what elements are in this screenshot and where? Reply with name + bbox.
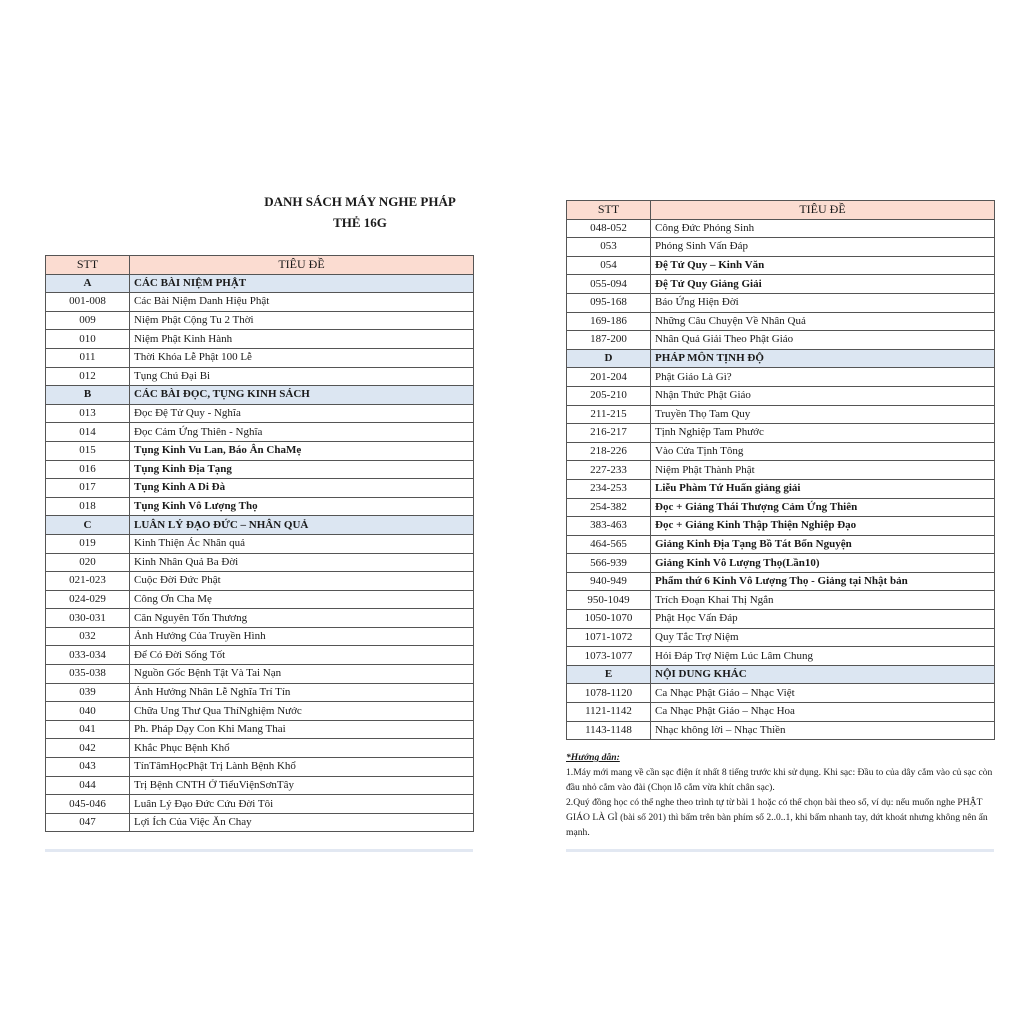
title-cell: Đọc + Giảng Thái Thượng Cảm Ứng Thiên	[651, 498, 995, 517]
title-cell: Giảng Kinh Địa Tạng Bồ Tát Bổn Nguyện	[651, 535, 995, 554]
table-row	[46, 776, 474, 795]
table-row	[567, 498, 995, 517]
stt-cell: 045-046	[46, 795, 130, 814]
title-cell: Những Câu Chuyện Về Nhân Quả	[651, 312, 995, 331]
table-shadow	[45, 849, 473, 852]
stt-cell: 201-204	[567, 368, 651, 387]
title-cell: Hỏi Đáp Trợ Niệm Lúc Lâm Chung	[651, 647, 995, 666]
guide-heading: *Hướng dẫn:	[566, 752, 620, 763]
stt-cell: 254-382	[567, 498, 651, 517]
table-row	[567, 405, 995, 424]
stt-cell: 032	[46, 627, 130, 646]
table-row	[567, 610, 995, 629]
table-row	[46, 404, 474, 423]
left-list-table	[45, 255, 474, 832]
title-cell: Để Có Đời Sống Tốt	[130, 646, 474, 665]
table-header-row	[567, 201, 995, 220]
stt-cell: C	[46, 516, 130, 535]
section-row	[567, 665, 995, 684]
stt-cell: 044	[46, 776, 130, 795]
stt-cell: 464-565	[567, 535, 651, 554]
title-cell: Kinh Thiện Ác Nhân quả	[130, 534, 474, 553]
title-cell: Thời Khóa Lễ Phật 100 Lễ	[130, 348, 474, 367]
guide-paragraph-2: 2.Quý đồng học có thể nghe theo trình tự từ bài 1 hoặc có thể chọn bài theo số, ví dụ: nếu muốn nghe PHẬT GIÁO LÀ GÌ (bài số 201) thì bấm trên bàn phím số 2..0..1, khi bấm nhanh tay, dứt khoát nhưng không nên ấn mạnh.	[566, 797, 988, 838]
stt-cell: 234-253	[567, 479, 651, 498]
stt-cell: 1078-1120	[567, 684, 651, 703]
title-cell: CÁC BÀI ĐỌC, TỤNG KINH SÁCH	[130, 386, 474, 405]
title-cell: Căn Nguyên Tổn Thương	[130, 609, 474, 628]
guide-paragraph-1: 1.Máy mới mang về cần sạc điện ít nhất 8 tiếng trước khi sử dụng. Khi sạc: Đầu to của dây cắm vào củ sạc còn đầu nhỏ cắm vào đài (Chọn lỗ cắm vừa khít chân sạc).	[566, 767, 993, 793]
title-cell: Khắc Phục Bệnh Khổ	[130, 739, 474, 758]
title-cell: Công Ơn Cha Mẹ	[130, 590, 474, 609]
stt-cell: 041	[46, 720, 130, 739]
stt-cell: 001-008	[46, 293, 130, 312]
title-cell: Tụng Kinh A Di Đà	[130, 479, 474, 498]
stt-cell: 1073-1077	[567, 647, 651, 666]
title-cell: Niệm Phật Kinh Hành	[130, 330, 474, 349]
stt-cell: 940-949	[567, 572, 651, 591]
stt-cell: 018	[46, 497, 130, 516]
title-cell: Ca Nhạc Phật Giáo – Nhạc Việt	[651, 684, 995, 703]
stt-cell: 054	[567, 256, 651, 275]
title-cell: Tụng Kinh Vô Lượng Thọ	[130, 497, 474, 516]
stt-cell: 020	[46, 553, 130, 572]
table-row	[46, 534, 474, 553]
stt-cell: 033-034	[46, 646, 130, 665]
table-row	[46, 665, 474, 684]
title-cell: Quy Tắc Trợ Niệm	[651, 628, 995, 647]
stt-cell: E	[567, 665, 651, 684]
title-cell: Vào Cửa Tịnh Tông	[651, 442, 995, 461]
table-shadow	[566, 849, 994, 852]
stt-cell: A	[46, 274, 130, 293]
table-row	[567, 238, 995, 257]
stt-cell: 055-094	[567, 275, 651, 294]
stt-cell: 013	[46, 404, 130, 423]
table-row	[567, 424, 995, 443]
stt-cell: 010	[46, 330, 130, 349]
table-row	[567, 368, 995, 387]
table-row	[46, 553, 474, 572]
stt-cell: 014	[46, 423, 130, 442]
table-row	[46, 367, 474, 386]
table-row	[567, 256, 995, 275]
table-row	[567, 628, 995, 647]
stt-cell: 047	[46, 813, 130, 832]
title-cell: Niệm Phật Cộng Tu 2 Thời	[130, 311, 474, 330]
table-row	[567, 684, 995, 703]
title-cell: Đệ Tử Quy – Kinh Văn	[651, 256, 995, 275]
table-row	[567, 647, 995, 666]
table-row	[567, 275, 995, 294]
stt-cell: 169-186	[567, 312, 651, 331]
table-row	[567, 721, 995, 740]
title-cell: Liễu Phàm Tứ Huấn giảng giải	[651, 479, 995, 498]
stt-cell: 205-210	[567, 386, 651, 405]
stt-cell: 1121-1142	[567, 703, 651, 722]
stt-header: STT	[567, 201, 651, 220]
table-row	[567, 535, 995, 554]
title-cell: CÁC BÀI NIỆM PHẬT	[130, 274, 474, 293]
table-row	[567, 219, 995, 238]
title-cell: Lợi Ích Của Việc Ăn Chay	[130, 813, 474, 832]
stt-cell: 1050-1070	[567, 610, 651, 629]
stt-cell: 030-031	[46, 609, 130, 628]
stt-cell: 035-038	[46, 665, 130, 684]
stt-cell: 024-029	[46, 590, 130, 609]
stt-cell: 227-233	[567, 461, 651, 480]
stt-cell: 216-217	[567, 424, 651, 443]
title-cell: Kinh Nhân Quả Ba Đời	[130, 553, 474, 572]
document-title: DANH SÁCH MÁY NGHE PHÁP	[264, 194, 456, 209]
stt-cell: 1071-1072	[567, 628, 651, 647]
title-cell: NỘI DUNG KHÁC	[651, 665, 995, 684]
section-row	[46, 516, 474, 535]
title-cell: Báo Ứng Hiện Đời	[651, 293, 995, 312]
table-row	[46, 479, 474, 498]
table-row	[567, 517, 995, 536]
stt-cell: 011	[46, 348, 130, 367]
stt-cell: 019	[46, 534, 130, 553]
stt-cell: 043	[46, 758, 130, 777]
table-row	[567, 293, 995, 312]
section-row	[46, 386, 474, 405]
document-subtitle: THẺ 16G	[333, 215, 387, 230]
title-cell: Luân Lý Đạo Đức Cứu Đời Tôi	[130, 795, 474, 814]
table-row	[46, 348, 474, 367]
title-cell: Đọc Cảm Ứng Thiên - Nghĩa	[130, 423, 474, 442]
title-cell: TínTâmHọcPhật Trị Lành Bệnh Khổ	[130, 758, 474, 777]
title-cell: Phóng Sinh Vấn Đáp	[651, 238, 995, 257]
stt-cell: 015	[46, 441, 130, 460]
table-header-row	[46, 256, 474, 275]
title-cell: Tịnh Nghiệp Tam Phước	[651, 424, 995, 443]
title-cell: Cuộc Đời Đức Phật	[130, 572, 474, 591]
table-row	[567, 703, 995, 722]
title-cell: Đệ Tử Quy Giảng Giải	[651, 275, 995, 294]
stt-cell: 566-939	[567, 554, 651, 573]
title-cell: Truyền Thọ Tam Quy	[651, 405, 995, 424]
title-cell: Phật Học Vấn Đáp	[651, 610, 995, 629]
title-cell: Nhân Quả Giải Theo Phật Giáo	[651, 331, 995, 350]
usage-guide	[566, 750, 996, 840]
title-cell: Nhạc không lời – Nhạc Thiền	[651, 721, 995, 740]
table-row	[46, 702, 474, 721]
title-cell: Các Bài Niệm Danh Hiệu Phật	[130, 293, 474, 312]
title-cell: Công Đức Phóng Sinh	[651, 219, 995, 238]
stt-cell: 218-226	[567, 442, 651, 461]
stt-cell: B	[46, 386, 130, 405]
table-row	[46, 311, 474, 330]
stt-cell: 053	[567, 238, 651, 257]
right-list-table	[566, 200, 995, 740]
section-row	[567, 349, 995, 368]
stt-cell: 383-463	[567, 517, 651, 536]
stt-cell: 187-200	[567, 331, 651, 350]
title-cell: Phật Giáo Là Gì?	[651, 368, 995, 387]
title-cell: Nhận Thức Phật Giáo	[651, 386, 995, 405]
table-row	[46, 795, 474, 814]
table-row	[46, 646, 474, 665]
title-cell: Nguồn Gốc Bệnh Tật Và Tai Nạn	[130, 665, 474, 684]
table-row	[46, 739, 474, 758]
table-row	[46, 441, 474, 460]
stt-cell: 017	[46, 479, 130, 498]
title-cell: Ảnh Hưởng Của Truyền Hình	[130, 627, 474, 646]
section-row	[46, 274, 474, 293]
table-row	[567, 554, 995, 573]
table-row	[46, 293, 474, 312]
table-row	[46, 813, 474, 832]
table-row	[567, 386, 995, 405]
stt-cell: D	[567, 349, 651, 368]
table-row	[567, 331, 995, 350]
stt-cell: 042	[46, 739, 130, 758]
stt-header: STT	[46, 256, 130, 275]
title-cell: Đọc + Giảng Kinh Thập Thiện Nghiệp Đạo	[651, 517, 995, 536]
title-cell: Ph. Pháp Dạy Con Khi Mang Thai	[130, 720, 474, 739]
table-row	[567, 591, 995, 610]
title-cell: Đọc Đệ Tử Quy - Nghĩa	[130, 404, 474, 423]
table-row	[567, 572, 995, 591]
title-cell: PHÁP MÔN TỊNH ĐỘ	[651, 349, 995, 368]
table-row	[567, 442, 995, 461]
table-row	[46, 423, 474, 442]
stt-cell: 016	[46, 460, 130, 479]
title-cell: Ca Nhạc Phật Giáo – Nhạc Hoa	[651, 703, 995, 722]
stt-cell: 095-168	[567, 293, 651, 312]
title-cell: Niệm Phật Thành Phật	[651, 461, 995, 480]
title-cell: Phẩm thứ 6 Kinh Vô Lượng Thọ - Giảng tại Nhật bản	[651, 572, 995, 591]
title-cell: Tụng Kinh Vu Lan, Báo Ân ChaMẹ	[130, 441, 474, 460]
table-row	[567, 312, 995, 331]
table-row	[46, 497, 474, 516]
table-row	[46, 590, 474, 609]
stt-cell: 950-1049	[567, 591, 651, 610]
title-cell: LUÂN LÝ ĐẠO ĐỨC – NHÂN QUẢ	[130, 516, 474, 535]
table-row	[46, 572, 474, 591]
table-row	[46, 683, 474, 702]
table-row	[567, 479, 995, 498]
title-header: TIÊU ĐỀ	[130, 256, 474, 275]
title-header: TIÊU ĐỀ	[651, 201, 995, 220]
table-row	[46, 627, 474, 646]
stt-cell: 048-052	[567, 219, 651, 238]
table-row	[46, 758, 474, 777]
stt-cell: 040	[46, 702, 130, 721]
stt-cell: 039	[46, 683, 130, 702]
title-cell: Tụng Kinh Địa Tạng	[130, 460, 474, 479]
title-cell: Tụng Chú Đại Bi	[130, 367, 474, 386]
stt-cell: 012	[46, 367, 130, 386]
stt-cell: 211-215	[567, 405, 651, 424]
title-cell: Chữa Ung Thư Qua ThíNghiệm Nước	[130, 702, 474, 721]
stt-cell: 021-023	[46, 572, 130, 591]
table-row	[567, 461, 995, 480]
title-cell: Trích Đoạn Khai Thị Ngắn	[651, 591, 995, 610]
stt-cell: 1143-1148	[567, 721, 651, 740]
title-cell: Ảnh Hưởng Nhân Lễ Nghĩa Trí Tín	[130, 683, 474, 702]
table-row	[46, 609, 474, 628]
table-row	[46, 720, 474, 739]
title-cell: Giảng Kinh Vô Lượng Thọ(Lần10)	[651, 554, 995, 573]
table-row	[46, 330, 474, 349]
stt-cell: 009	[46, 311, 130, 330]
title-cell: Trị Bệnh CNTH Ở TiểuViệnSơnTây	[130, 776, 474, 795]
table-row	[46, 460, 474, 479]
